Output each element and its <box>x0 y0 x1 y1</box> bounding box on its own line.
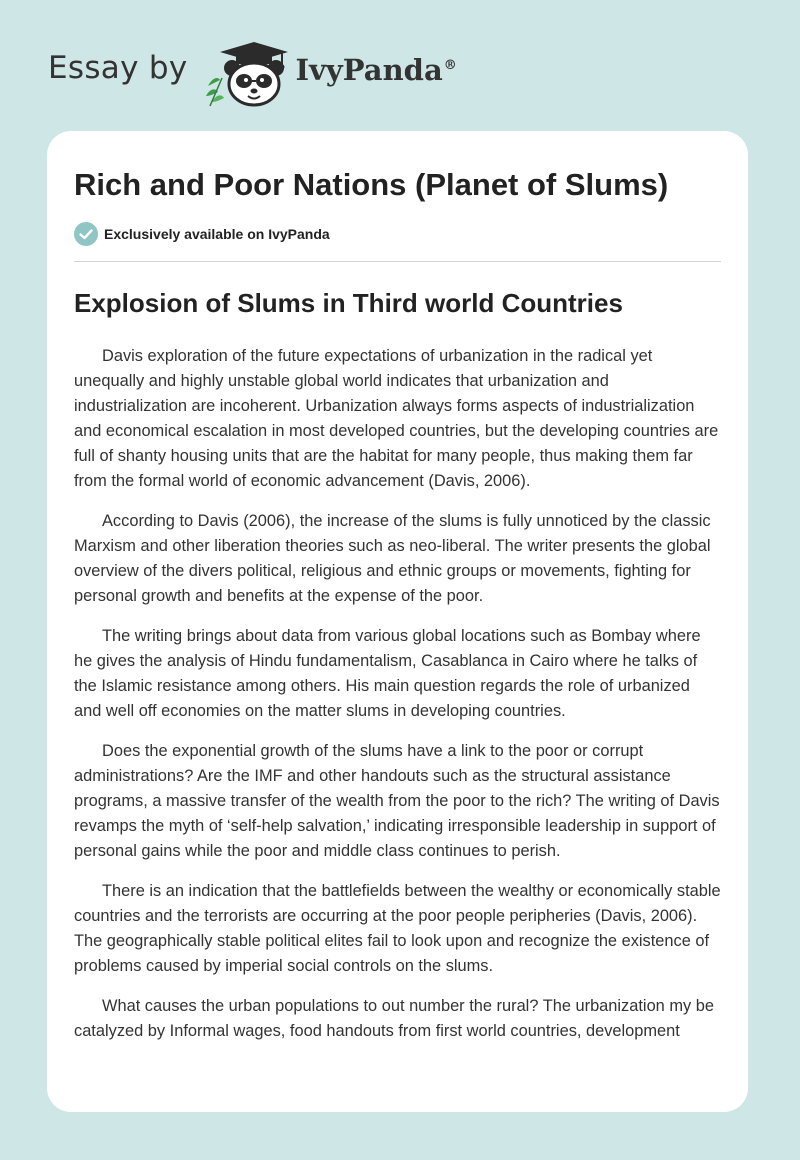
site-header <box>48 36 457 108</box>
paragraph: According to Davis (2006), the increase of the slums is fully unnoticed by the classic Marxism and other liberation theories such as neo-liberal. The writer presents the global overview of the divers political, religious and ethnic groups or movements, fighting for personal growth and benefits at the expense of the poor. <box>74 512 711 605</box>
panda-logo-icon[interactable] <box>202 36 290 108</box>
check-circle-icon <box>74 222 98 246</box>
exclusive-badge-label: Exclusively available on IvyPanda <box>104 226 330 242</box>
essay-card <box>47 131 748 1112</box>
paragraph: What causes the urban populations to out number the rural? The urbanization my be catalyzed by Informal wages, food handouts from first world countries, development <box>74 997 714 1040</box>
brand-prefix: Essay by <box>48 50 188 86</box>
section-heading: Explosion of Slums in Third world Countries <box>74 288 623 318</box>
registered-mark: ® <box>443 58 457 74</box>
title-divider <box>74 261 721 262</box>
brand-name[interactable]: IvyPanda® <box>295 53 457 87</box>
exclusive-badge <box>74 221 721 247</box>
paragraph: Does the exponential growth of the slums have a link to the poor or corrupt administrations? Are the IMF and other handouts such as the structural assistance programs, a massive transfer of the wealth from the poor to the rich? The writing of Davis revamps the myth of ‘self-help salvation,’ indicating irresponsible leadership in support of personal gains while the poor and middle class continues to perish. <box>74 742 720 860</box>
essay-body <box>74 344 721 1044</box>
paragraph: There is an indication that the battlefields between the wealthy or economically stable countries and the terrorists are occurring at the poor people peripheries (Davis, 2006). The geographically stable political elites fail to look upon and recognize the existence of problems caused by imperial social controls on the slums. <box>74 882 721 975</box>
paragraph: Davis exploration of the future expectations of urbanization in the radical yet unequally and highly unstable global world indicates that urbanization and industrialization are incoherent. Urbanization always forms aspects of industrialization and economical escalation in most developed countries, but the developing countries are full of shanty housing units that are the habitat for many people, thus making them far from the formal world of economic advancement (Davis, 2006). <box>74 347 719 490</box>
page-title: Rich and Poor Nations (Planet of Slums) <box>74 167 669 202</box>
paragraph: The writing brings about data from various global locations such as Bombay where he gives the analysis of Hindu fundamentalism, Casablanca in Cairo where he talks of the Islamic resistance among others. His main question regards the role of urbanized and well off economies on the matter slums in developing countries. <box>74 627 701 720</box>
